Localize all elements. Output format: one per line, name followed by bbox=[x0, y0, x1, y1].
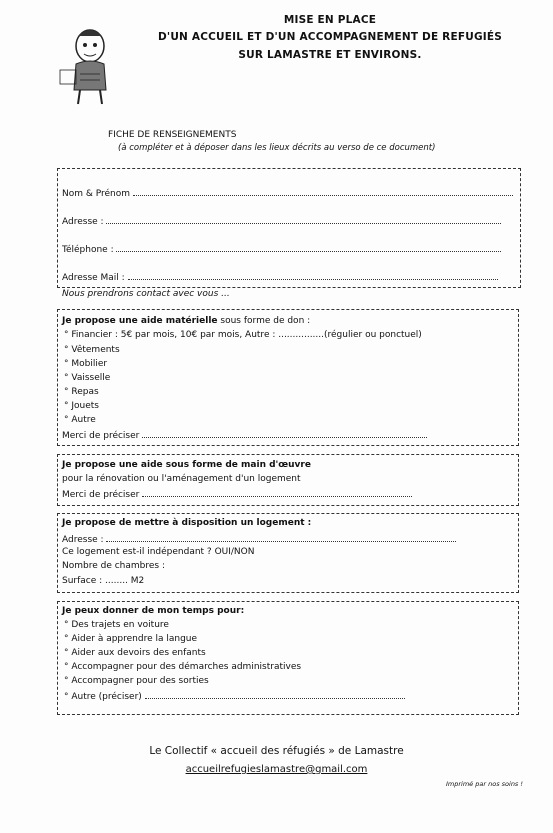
housing-independent[interactable]: Ce logement est-il indépendant ? OUI/NON bbox=[62, 547, 255, 557]
contact-note: Nous prendrons contact avec vous ... bbox=[62, 289, 230, 299]
material-item[interactable]: ° Mobilier bbox=[64, 359, 108, 369]
printed-note: Imprimé par nos soins ! bbox=[446, 780, 523, 788]
labour-precise-field[interactable]: Merci de préciser bbox=[62, 488, 412, 500]
material-heading: Je propose une aide matérielle sous forme de don : bbox=[62, 316, 311, 326]
form-heading: FICHE DE RENSEIGNEMENTS bbox=[108, 130, 237, 140]
contact-email-link[interactable]: accueilrefugieslamastre@gmail.com bbox=[185, 764, 368, 775]
labour-heading: Je propose une aide sous forme de main d'œuvre bbox=[62, 460, 311, 470]
collective-logo bbox=[52, 18, 122, 108]
phone-field[interactable]: Téléphone : bbox=[62, 243, 501, 255]
material-precise-field[interactable]: Merci de préciser bbox=[62, 429, 427, 441]
time-item[interactable]: ° Aider aux devoirs des enfants bbox=[64, 648, 206, 658]
title-line-1: MISE EN PLACE bbox=[283, 14, 377, 26]
address-field[interactable]: Adresse : bbox=[62, 215, 501, 227]
title-line-2: D'UN ACCUEIL ET D'UN ACCOMPAGNEMENT DE REFUGIÉS bbox=[157, 31, 502, 43]
material-item[interactable]: ° Vêtements bbox=[64, 345, 120, 355]
labour-line: pour la rénovation ou l'aménagement d'un logement bbox=[62, 474, 301, 484]
form-subheading: (à compléter et à déposer dans les lieux décrits au verso de ce document) bbox=[118, 143, 436, 153]
housing-address-field[interactable]: Adresse : bbox=[62, 533, 456, 545]
time-item[interactable]: ° Des trajets en voiture bbox=[64, 620, 169, 630]
title-line-3: SUR LAMASTRE ET ENVIRONS. bbox=[238, 49, 422, 61]
time-heading: Je peux donner de mon temps pour: bbox=[62, 606, 245, 616]
material-item[interactable]: ° Autre bbox=[64, 415, 96, 425]
time-item[interactable]: ° Accompagner pour des sorties bbox=[64, 676, 209, 686]
email-field[interactable]: Adresse Mail : bbox=[62, 271, 498, 283]
time-item-other-field[interactable]: ° Autre (préciser) bbox=[64, 690, 405, 702]
housing-surface-field[interactable]: Surface : ........ M2 bbox=[62, 576, 145, 586]
material-item[interactable]: ° Vaisselle bbox=[64, 373, 111, 383]
time-item[interactable]: ° Aider à apprendre la langue bbox=[64, 634, 198, 644]
material-item[interactable]: ° Jouets bbox=[64, 401, 99, 411]
housing-rooms-field[interactable]: Nombre de chambres : bbox=[62, 561, 165, 571]
time-item[interactable]: ° Accompagner pour des démarches administratives bbox=[64, 662, 302, 672]
housing-heading: Je propose de mettre à disposition un logement : bbox=[62, 518, 312, 528]
contact-box bbox=[57, 168, 521, 288]
material-item[interactable]: ° Financier : 5€ par mois, 10€ par mois, Autre : ................(régulier ou ponctuel) bbox=[64, 330, 422, 340]
material-item[interactable]: ° Repas bbox=[64, 387, 99, 397]
collective-signature: Le Collectif « accueil des réfugiés » de Lamastre bbox=[149, 745, 404, 757]
name-field[interactable]: Nom & Prénom bbox=[62, 187, 513, 199]
